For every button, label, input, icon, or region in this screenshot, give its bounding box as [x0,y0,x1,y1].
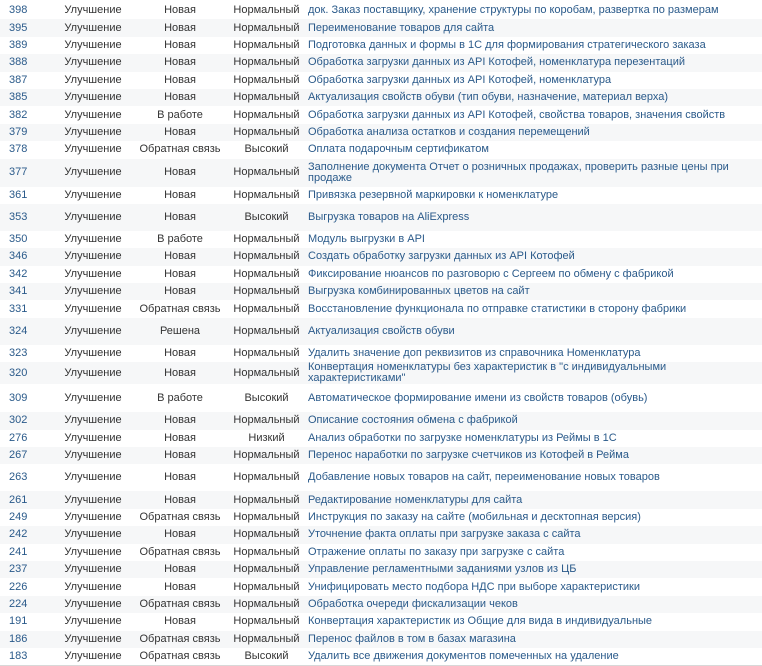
status-cell: Новая [164,56,196,69]
table-row [0,613,762,630]
issue-subject-link[interactable]: Перенос файлов в том в базах магазина [308,632,516,645]
priority-cell: Нормальный [233,632,300,645]
table-row [0,544,762,561]
priority-cell: Высокий [244,210,289,223]
tracker-cell: Улучшение [64,580,122,593]
table-row [0,447,762,464]
priority-cell: Нормальный [233,4,300,17]
issue-subject-link[interactable]: Подготовка данных и формы в 1С для формирования стратегического заказа [308,38,706,51]
issue-id-link[interactable]: 183 [9,649,28,662]
priority-cell: Нормальный [233,347,300,360]
issue-subject-link[interactable]: Отражение оплаты по заказу при загрузке с сайта [308,545,565,558]
subject-cell [304,578,762,595]
priority-cell: Нормальный [233,166,300,179]
issue-subject-link[interactable]: Выгрузка комбинированных цветов на сайт [308,285,530,298]
tracker-cell: Улучшение [64,528,122,541]
priority-cell: Нормальный [233,580,300,593]
issue-id-cell [0,412,55,429]
tracker-cell: Улучшение [64,108,122,121]
status-cell: Новая [164,563,196,576]
status-cell: Новая [164,471,196,484]
issue-subject-link[interactable]: Конвертация характеристик из Общие для вида в индивидуальные [308,615,653,628]
table-row [0,561,762,578]
subject-cell [304,345,762,362]
priority-cell: Нормальный [233,615,300,628]
issue-id-cell [0,19,55,36]
priority-cell: Нормальный [233,449,300,462]
tracker-cell: Улучшение [64,347,122,360]
issue-id-cell [0,248,55,265]
subject-cell [304,596,762,613]
priority-cell: Нормальный [233,21,300,34]
table-row [0,491,762,508]
issue-id-link[interactable]: 324 [9,324,28,337]
subject-cell [304,464,762,491]
tracker-cell: Улучшение [64,188,122,201]
subject-cell [304,561,762,578]
table-row [0,362,762,384]
subject-cell [304,509,762,526]
tracker-cell: Улучшение [64,493,122,506]
issue-id-cell [0,464,55,491]
tracker-cell: Улучшение [64,250,122,263]
table-row [0,345,762,362]
table-row [0,89,762,106]
issue-id-cell [0,631,55,648]
issue-id-cell [0,204,55,231]
table-row [0,412,762,429]
priority-cell: Нормальный [233,366,300,379]
subject-cell [304,19,762,36]
priority-cell: Низкий [248,431,285,444]
issue-subject-link[interactable]: Обработка анализа остатков и создания перемещений [308,125,590,138]
subject-cell [304,89,762,106]
status-cell: Новая [164,431,196,444]
issue-id-cell [0,509,55,526]
table-row [0,248,762,265]
tracker-cell: Улучшение [64,511,122,523]
tracker-cell: Улучшение [64,73,122,86]
priority-cell: Нормальный [233,493,300,506]
table-row [0,204,762,231]
issue-id-cell [0,54,55,71]
status-cell: Новая [164,21,196,34]
issue-id-cell [0,106,55,123]
issue-id-link[interactable]: 389 [9,38,28,51]
subject-cell [304,248,762,265]
priority-cell: Нормальный [233,511,300,523]
issue-subject-link[interactable]: Удалить значение доп реквизитов из справочника Номенклатура [308,347,641,360]
issue-id-link[interactable]: 309 [9,391,28,404]
issue-subject-link[interactable]: Удалить все движения документов помеченных на удаление [308,649,619,662]
table-row [0,430,762,447]
tracker-cell: Улучшение [64,233,122,246]
issue-subject-link[interactable]: Привязка резервной маркировки к номенклатуре [308,188,559,201]
issue-subject-link[interactable]: Обработка очереди фискализации чеков [308,597,518,610]
tracker-cell: Улучшение [64,267,122,280]
issue-subject-link[interactable]: Управление регламентными заданиями узлов из ЦБ [308,563,577,576]
status-cell: Обратная связь [139,649,221,662]
status-cell: Обратная связь [139,545,221,558]
priority-cell: Нормальный [233,285,300,298]
subject-cell [304,283,762,300]
status-cell: Новая [164,366,196,379]
status-cell: В работе [157,391,203,404]
issue-id-cell [0,124,55,141]
issue-id-cell [0,362,55,384]
priority-cell: Нормальный [233,73,300,86]
issue-subject-link[interactable]: Модуль выгрузки в API [308,233,425,246]
issue-id-cell [0,613,55,630]
issue-id-link[interactable]: 276 [9,431,28,444]
issue-subject-link[interactable]: Унифицировать место подбора НДС при выборе характеристики [308,580,640,593]
status-cell: Обратная связь [139,143,221,156]
issue-subject-link[interactable]: Добавление новых товаров на сайт, переименование новых товаров [308,471,660,484]
tracker-cell: Улучшение [64,56,122,69]
issue-subject-link[interactable]: Актуализация свойств обуви (тип обуви, назначение, материал верха) [308,91,669,104]
status-cell: Решена [159,324,201,337]
status-cell: Новая [164,166,196,179]
issue-id-link[interactable]: 249 [9,511,28,523]
status-cell: Новая [164,250,196,263]
issue-id-link[interactable]: 341 [9,285,28,298]
subject-cell [304,430,762,447]
issue-subject-link[interactable]: Создать обработку загрузки данных из API Котофей [308,250,575,263]
issue-subject-link[interactable]: Конвертация номенклатуры без характеристик в "с индивидуальными характеристиками" [308,361,667,385]
status-cell: Новая [164,449,196,462]
table-row [0,578,762,595]
issue-id-cell [0,491,55,508]
subject-cell [304,362,762,384]
priority-cell: Нормальный [233,414,300,427]
subject-cell [304,141,762,158]
table-row [0,648,762,665]
priority-cell: Нормальный [233,302,300,315]
issue-id-link[interactable]: 361 [9,188,28,201]
issue-id-link[interactable]: 382 [9,108,28,121]
issue-id-link[interactable]: 387 [9,73,28,86]
tracker-cell: Улучшение [64,391,122,404]
tracker-cell: Улучшение [64,449,122,462]
table-row [0,106,762,123]
issue-id-cell [0,578,55,595]
issue-id-cell [0,345,55,362]
issue-id-link[interactable]: 263 [9,471,28,484]
tracker-cell: Улучшение [64,597,122,610]
subject-cell [304,544,762,561]
issue-id-link[interactable]: 226 [9,580,28,593]
priority-cell: Высокий [244,649,289,662]
issue-id-link[interactable]: 385 [9,91,28,104]
issue-id-link[interactable]: 224 [9,597,28,610]
tracker-cell: Улучшение [64,615,122,628]
issue-id-link[interactable]: 377 [9,166,28,179]
issue-id-cell [0,266,55,283]
status-cell: Обратная связь [139,632,221,645]
tracker-cell: Улучшение [64,302,122,315]
table-row [0,54,762,71]
issue-id-link[interactable]: 320 [9,366,28,379]
issues-table [0,2,762,666]
status-cell: Новая [164,414,196,427]
issue-id-link[interactable]: 242 [9,528,28,541]
priority-cell: Нормальный [233,267,300,280]
issue-id-cell [0,300,55,317]
issue-id-link[interactable]: 388 [9,56,28,69]
subject-cell [304,2,762,19]
status-cell: Новая [164,615,196,628]
table-row [0,19,762,36]
status-cell: Новая [164,347,196,360]
issue-id-link[interactable]: 346 [9,250,28,263]
issue-subject-link[interactable]: Анализ обработки по загрузке номенклатуры из Реймы в 1С [308,431,617,444]
priority-cell: Нормальный [233,125,300,138]
issue-subject-link[interactable]: Оплата подарочным сертификатом [308,143,489,156]
priority-cell: Нормальный [233,545,300,558]
issue-id-link[interactable]: 342 [9,267,28,280]
tracker-cell: Улучшение [64,125,122,138]
issue-subject-link[interactable]: Редактирование номенклатуры для сайта [308,493,523,506]
issue-subject-link[interactable]: Обработка загрузки данных из API Котофей, свойства товаров, значения свойств [308,108,726,121]
issue-id-cell [0,72,55,89]
subject-cell [304,159,762,187]
priority-cell: Высокий [244,391,289,404]
tracker-cell: Улучшение [64,545,122,558]
issue-id-cell [0,37,55,54]
table-row [0,37,762,54]
status-cell: Новая [164,38,196,51]
issue-subject-link[interactable]: Обработка загрузки данных из API Котофей, номенклатура [308,73,612,86]
status-cell: Новая [164,285,196,298]
table-row [0,631,762,648]
issue-id-cell [0,318,55,345]
issue-subject-link[interactable]: Выгрузка товаров на AliExpress [308,210,470,223]
subject-cell [304,72,762,89]
subject-cell [304,300,762,317]
status-cell: Новая [164,91,196,104]
tracker-cell: Улучшение [64,285,122,298]
table-row [0,187,762,204]
subject-cell [304,648,762,665]
tracker-cell: Улучшение [64,21,122,34]
issue-id-cell [0,544,55,561]
priority-cell: Нормальный [233,233,300,246]
issue-id-link[interactable]: 350 [9,233,28,246]
table-row [0,141,762,158]
issue-subject-link[interactable]: Восстановление функционала по отправке статистики в сторону фабрики [308,302,687,315]
status-cell: В работе [157,233,203,246]
table-row [0,596,762,613]
priority-cell: Высокий [244,143,289,156]
table-row [0,231,762,248]
issue-subject-link[interactable]: док. Заказ поставщику, хранение структуры по коробам, развертка по размерам [308,4,719,17]
subject-cell [304,37,762,54]
subject-cell [304,491,762,508]
subject-cell [304,613,762,630]
issue-id-cell [0,89,55,106]
status-cell: Новая [164,493,196,506]
status-cell: Новая [164,267,196,280]
issue-id-link[interactable]: 186 [9,632,28,645]
table-row [0,72,762,89]
issue-id-link[interactable]: 261 [9,493,28,506]
status-cell: Обратная связь [139,302,221,315]
subject-cell [304,412,762,429]
issue-id-cell [0,526,55,543]
issue-id-cell [0,141,55,158]
table-row [0,159,762,187]
status-cell: Новая [164,528,196,541]
issue-subject-link[interactable]: Заполнение документа Отчет о розничных продажах, проверить разные цены при продаже [308,160,729,184]
tracker-cell: Улучшение [64,366,122,379]
issue-id-cell [0,430,55,447]
table-row [0,318,762,345]
status-cell: Новая [164,73,196,86]
tracker-cell: Улучшение [64,91,122,104]
issue-id-link[interactable]: 353 [9,210,28,223]
issue-subject-link[interactable]: Уточнение факта оплаты при загрузке заказа с сайта [308,528,581,541]
issue-subject-link[interactable]: Описание состояния обмена с фабрикой [308,414,518,427]
issue-id-link[interactable]: 398 [9,4,28,17]
issue-id-cell [0,283,55,300]
issue-id-link[interactable]: 241 [9,545,28,558]
table-row [0,384,762,412]
status-cell: Новая [164,580,196,593]
subject-cell [304,266,762,283]
issue-id-link[interactable]: 379 [9,125,28,138]
issue-id-cell [0,2,55,19]
table-row [0,283,762,300]
priority-cell: Нормальный [233,324,300,337]
tracker-cell: Улучшение [64,324,122,337]
subject-cell [304,447,762,464]
issue-id-cell [0,159,55,187]
status-cell: В работе [157,108,203,121]
issue-id-cell [0,596,55,613]
table-row [0,464,762,491]
status-cell: Новая [164,188,196,201]
tracker-cell: Улучшение [64,38,122,51]
issue-subject-link[interactable]: Переименование товаров для сайта [308,21,495,34]
priority-cell: Нормальный [233,597,300,610]
priority-cell: Нормальный [233,528,300,541]
issue-id-link[interactable]: 331 [9,302,28,315]
issue-id-cell [0,561,55,578]
status-cell: Новая [164,210,196,223]
tracker-cell: Улучшение [64,210,122,223]
issue-id-link[interactable]: 323 [9,347,28,360]
issue-subject-link[interactable]: Автоматическое формирование имени из свойств товаров (обувь) [308,391,648,404]
subject-cell [304,231,762,248]
tracker-cell: Улучшение [64,166,122,179]
status-cell: Обратная связь [139,511,221,523]
subject-cell [304,384,762,412]
priority-cell: Нормальный [233,188,300,201]
table-row [0,2,762,19]
subject-cell [304,318,762,345]
issue-subject-link[interactable]: Актуализация свойств обуви [308,324,455,337]
subject-cell [304,54,762,71]
tracker-cell: Улучшение [64,649,122,662]
issue-id-link[interactable]: 378 [9,143,28,156]
priority-cell: Нормальный [233,563,300,576]
issue-id-link[interactable]: 302 [9,414,28,427]
tracker-cell: Улучшение [64,431,122,444]
subject-cell [304,106,762,123]
table-row [0,526,762,543]
priority-cell: Нормальный [233,471,300,484]
subject-cell [304,187,762,204]
issue-id-cell [0,231,55,248]
table-row [0,300,762,317]
issue-id-link[interactable]: 395 [9,21,28,34]
tracker-cell: Улучшение [64,563,122,576]
issue-id-link[interactable]: 267 [9,449,28,462]
tracker-cell: Улучшение [64,4,122,17]
tracker-cell: Улучшение [64,471,122,484]
table-row [0,509,762,526]
priority-cell: Нормальный [233,38,300,51]
status-cell: Новая [164,4,196,17]
priority-cell: Нормальный [233,250,300,263]
table-row [0,266,762,283]
issue-id-cell [0,447,55,464]
subject-cell [304,526,762,543]
issues-table-body [0,2,762,665]
tracker-cell: Улучшение [64,414,122,427]
status-cell: Обратная связь [139,597,221,610]
priority-cell: Нормальный [233,56,300,69]
issue-subject-link[interactable]: Фиксирование нюансов по разговорю с Сергеем по обмену с фабрикой [308,267,674,280]
subject-cell [304,124,762,141]
issue-id-link[interactable]: 237 [9,563,28,576]
issue-subject-link[interactable]: Перенос наработки по загрузке счетчиков из Котофей в Рейма [308,449,629,462]
issue-id-cell [0,384,55,412]
subject-cell [304,631,762,648]
priority-cell: Нормальный [233,91,300,104]
issue-id-cell [0,187,55,204]
status-cell: Новая [164,125,196,138]
table-row [0,124,762,141]
issue-subject-link[interactable]: Инструкция по заказу на сайте (мобильная и десктопная версия) [308,511,641,523]
tracker-cell: Улучшение [64,143,122,156]
priority-cell: Нормальный [233,108,300,121]
issue-subject-link[interactable]: Обработка загрузки данных из API Котофей, номенклатура перезентаций [308,56,685,69]
issue-id-cell [0,648,55,665]
subject-cell [304,204,762,231]
issue-id-link[interactable]: 191 [9,615,28,628]
tracker-cell: Улучшение [64,632,122,645]
